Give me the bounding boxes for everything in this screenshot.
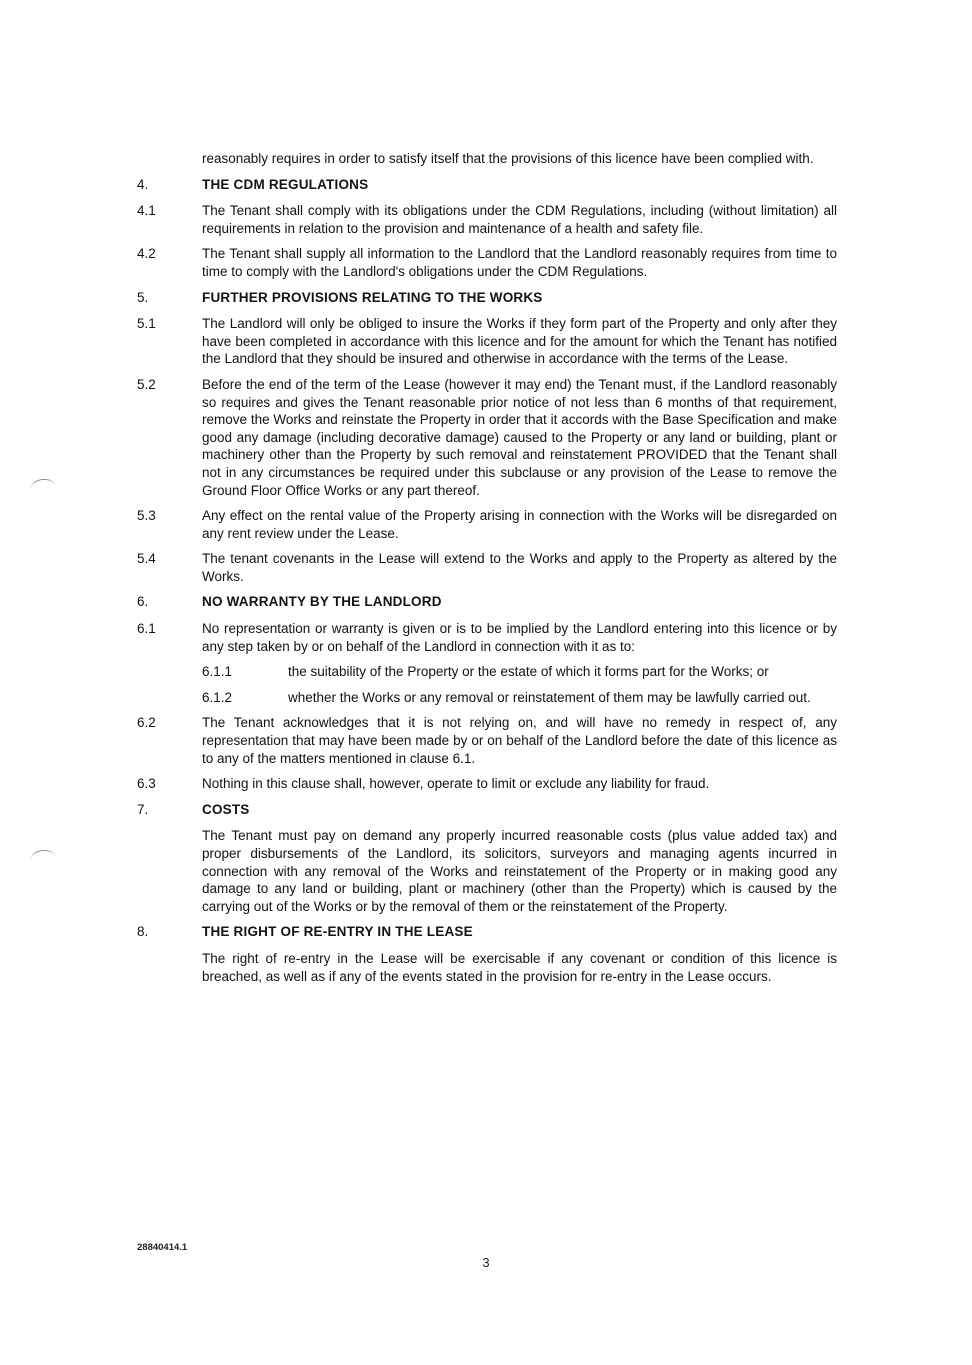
clause-text: The Landlord will only be obliged to insure the Works if they form part of the Property and only after they have been completed in accordance with this licence and for the amount for which the Tenant has notified the Landlord that they should be insured and otherwise in accordance with the terms of the Lease. — [202, 316, 837, 367]
clause-text: Any effect on the rental value of the Property arising in connection with the Works will be disregarded on any rent review under the Lease. — [202, 508, 837, 541]
section-heading-4 — [137, 176, 837, 194]
clause-number: 5.4 — [137, 551, 156, 567]
number-column-spacer — [137, 827, 202, 915]
pen-mark-icon — [30, 478, 56, 490]
section-title: FURTHER PROVISIONS RELATING TO THE WORKS — [202, 289, 543, 305]
clause-4-1 — [137, 202, 837, 237]
clause-6-3 — [137, 775, 837, 793]
subclause-6-1-2 — [202, 689, 837, 707]
clause-text: The Tenant shall comply with its obligations under the CDM Regulations, including (without limitation) all requirements in relation to the provision and maintenance of a health and safety file. — [202, 203, 837, 236]
subclause-text: whether the Works or any removal or reinstatement of them may be lawfully carried out. — [288, 689, 811, 705]
section-title: THE RIGHT OF RE-ENTRY IN THE LEASE — [202, 924, 473, 940]
clause-text: Before the end of the term of the Lease (however it may end) the Tenant must, if the Landlord reasonably so requires and gives the Tenant reasonable prior notice of not less than 6 months of that requirement, remove the Works and reinstate the Property in order that it accords with the Base Specification and make good any damage (including decorative damage) caused to the Property or any land or building, plant or machinery other than the Property by such removal and reinstatement PROVIDED that the Tenant shall not in any circumstances be required under this subclause or any provision of the Lease to remove the Ground Floor Office Works or any part thereof. — [202, 376, 837, 498]
clause-6-1 — [137, 620, 837, 655]
paragraph-text: The Tenant must pay on demand any properly incurred reasonable costs (plus value added tax) and proper disbursements of the Landlord, its solicitors, surveyors and managing agents incurred in connection with any removal of the Works and reinstatement of the Property or in making good any damage to any land or building, plant or machinery (other than the Property) which is caused by the carrying out of the Works or by the removal of them or the reinstatement of the Property. — [202, 828, 837, 914]
clause-5-2 — [137, 376, 837, 499]
section-number: 8. — [137, 924, 149, 940]
clause-text: No representation or warranty is given or is to be implied by the Landlord entering into this licence or by any step taken by or on behalf of the Landlord in connection with it as to: — [202, 621, 837, 654]
clause-number: 5.1 — [137, 316, 156, 332]
clause-text: Nothing in this clause shall, however, operate to limit or exclude any liability for fraud. — [202, 776, 710, 792]
section-title: THE CDM REGULATIONS — [202, 176, 369, 192]
number-column-spacer — [137, 150, 202, 168]
clause-5-1 — [137, 315, 837, 368]
paragraph-text: reasonably requires in order to satisfy itself that the provisions of this licence have been complied with. — [202, 151, 814, 166]
clause-5-3 — [137, 507, 837, 542]
clause-4-2 — [137, 245, 837, 280]
subclause-text: the suitability of the Property or the estate of which it forms part for the Works; or — [288, 664, 769, 680]
section-title: COSTS — [202, 801, 250, 817]
section-number: 4. — [137, 176, 149, 192]
number-column-spacer — [137, 950, 202, 985]
section-heading-8 — [137, 923, 837, 941]
section-7-paragraph — [137, 827, 837, 915]
subclause-number: 6.1.1 — [202, 664, 233, 680]
section-heading-6 — [137, 593, 837, 611]
clause-number: 6.2 — [137, 715, 156, 731]
section-8-paragraph — [137, 950, 837, 985]
paragraph-text: The right of re-entry in the Lease will be exercisable if any covenant or condition of this licence is breached, as well as if any of the events stated in the provision for re-entry in the Lease occurs. — [202, 950, 837, 984]
clause-number: 4.2 — [137, 246, 156, 262]
clause-number: 6.3 — [137, 776, 156, 792]
subclause-6-1-1 — [202, 663, 837, 681]
section-number: 6. — [137, 594, 149, 610]
section-number: 7. — [137, 801, 149, 817]
clause-number: 5.3 — [137, 508, 156, 524]
page-number: 3 — [482, 1255, 490, 1270]
document-reference-number: 28840414.1 — [137, 1242, 188, 1253]
section-heading-5 — [137, 289, 837, 307]
subclause-number: 6.1.2 — [202, 689, 233, 705]
clause-number: 4.1 — [137, 203, 156, 219]
clause-number: 6.1 — [137, 621, 156, 637]
section-number: 5. — [137, 289, 149, 305]
paragraph-continuation — [137, 150, 837, 168]
clause-5-4 — [137, 550, 837, 585]
clause-number: 5.2 — [137, 376, 156, 392]
document-body — [137, 150, 837, 993]
pen-mark-icon — [30, 849, 56, 861]
clause-6-2 — [137, 714, 837, 767]
section-heading-7 — [137, 801, 837, 819]
clause-text: The tenant covenants in the Lease will extend to the Works and apply to the Property as altered by the Works. — [202, 551, 837, 584]
section-title: NO WARRANTY BY THE LANDLORD — [202, 594, 442, 610]
clause-text: The Tenant acknowledges that it is not relying on, and will have no remedy in respect of, any representation that may have been made by or on behalf of the Landlord before the date of this licence as to any of the matters mentioned in clause 6.1. — [202, 715, 837, 766]
clause-text: The Tenant shall supply all information to the Landlord that the Landlord reasonably requires from time to time to comply with the Landlord's obligations under the CDM Regulations. — [202, 246, 837, 279]
